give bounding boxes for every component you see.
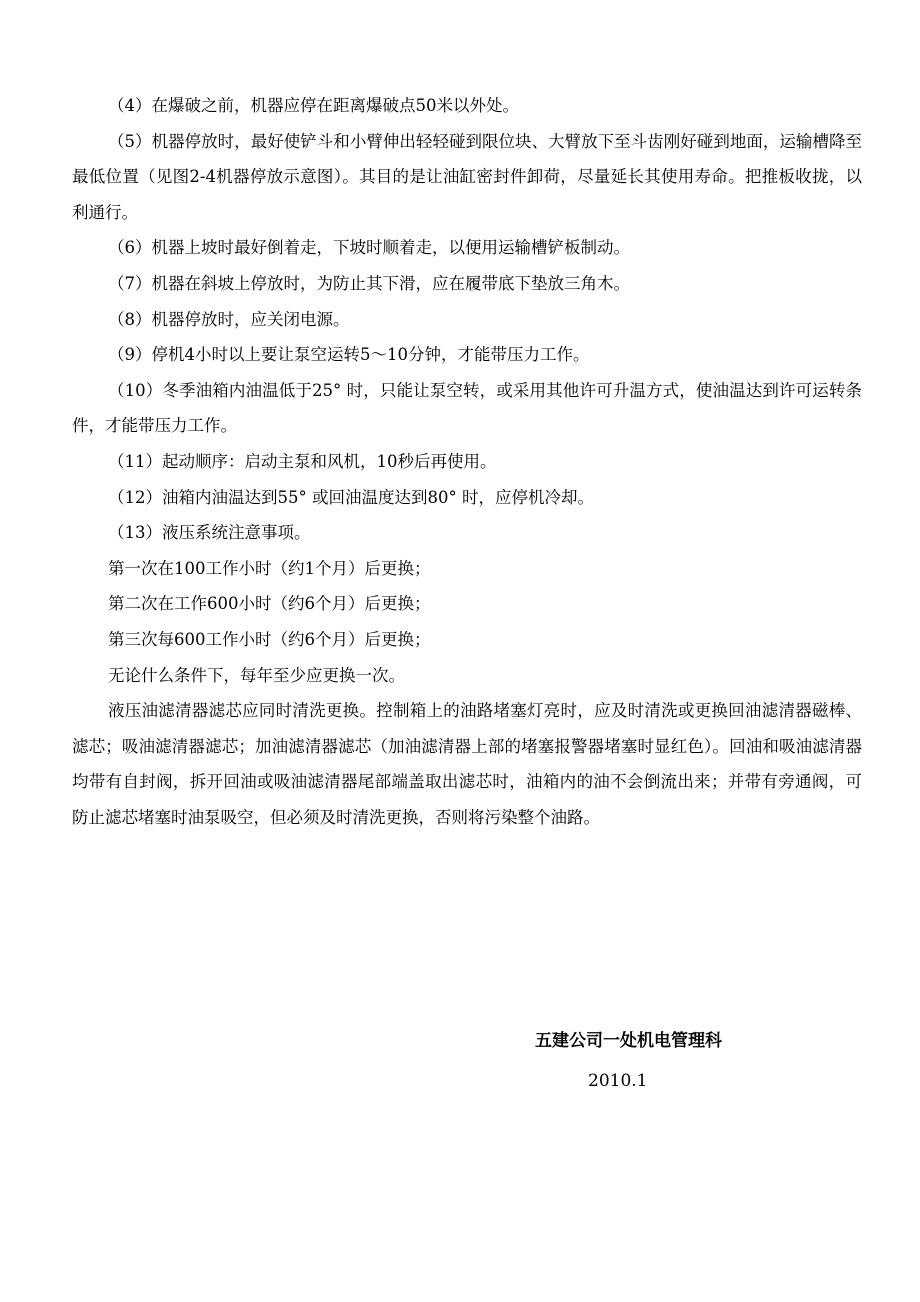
paragraph-item-10: （10）冬季油箱内油温低于25° 时，只能让泵空转，或采用其他许可升温方式，使油温达到许可运转条件，才能带压力工作。 bbox=[72, 380, 862, 436]
oil-change-third: 第三次每600工作小时（约6个月）后更换； bbox=[108, 629, 431, 649]
paragraph-item-6: （6）机器上坡时最好倒着走，下坡时顺着走，以便用运输槽铲板制动。 bbox=[108, 238, 630, 258]
oil-change-second: 第二次在工作600小时（约6个月）后更换； bbox=[108, 594, 431, 614]
paragraph-item-8: （8）机器停放时，应关闭电源。 bbox=[108, 309, 350, 329]
paragraph-item-4: （4）在爆破之前，机器应停在距离爆破点50米以外处。 bbox=[108, 96, 519, 115]
document-body bbox=[72, 88, 862, 835]
signature-organization: 五建公司一处机电管理科 bbox=[535, 1031, 722, 1051]
oil-change-first: 第一次在100工作小时（约1个月）后更换； bbox=[108, 558, 431, 578]
paragraph-item-5: （5）机器停放时，最好使铲斗和小臂伸出轻轻碰到限位块、大臂放下至斗齿刚好碰到地面，运输槽降至最低位置（见图2-4机器停放示意图）。其目的是让油缸密封件卸荷，尽量延长其使用寿命。把推板收拢，以利通行。 bbox=[72, 131, 862, 222]
filter-maintenance-paragraph: 液压油滤清器滤芯应同时清洗更换。控制箱上的油路堵塞灯亮时，应及时清洗或更换回油滤清器磁棒、滤芯；吸油滤清器滤芯；加油滤清器滤芯（加油滤清器上部的堵塞报警器堵塞时显红色）。回油和吸油滤清器均带有自封阀，拆开回油或吸油滤清器尾部端盖取出滤芯时，油箱内的油不会倒流出来；并带有旁通阀，可防止滤芯堵塞时油泵吸空，但必须及时清洗更换，否则将污染整个油路。 bbox=[72, 701, 862, 827]
signature-date: 2010.1 bbox=[588, 1071, 648, 1091]
paragraph-item-7: （7）机器在斜坡上停放时，为防止其下滑，应在履带底下垫放三角木。 bbox=[108, 273, 630, 293]
paragraph-item-9: （9）停机4小时以上要让泵空运转5～10分钟，才能带压力工作。 bbox=[108, 345, 590, 365]
paragraph-item-11: （11）起动顺序：启动主泵和风机，10秒后再使用。 bbox=[108, 451, 497, 471]
paragraph-item-13: （13）液压系统注意事项。 bbox=[108, 523, 311, 543]
paragraph-item-12: （12）油箱内油温达到55° 或回油温度达到80° 时，应停机冷却。 bbox=[108, 487, 594, 507]
oil-change-annual: 无论什么条件下，每年至少应更换一次。 bbox=[108, 665, 405, 685]
